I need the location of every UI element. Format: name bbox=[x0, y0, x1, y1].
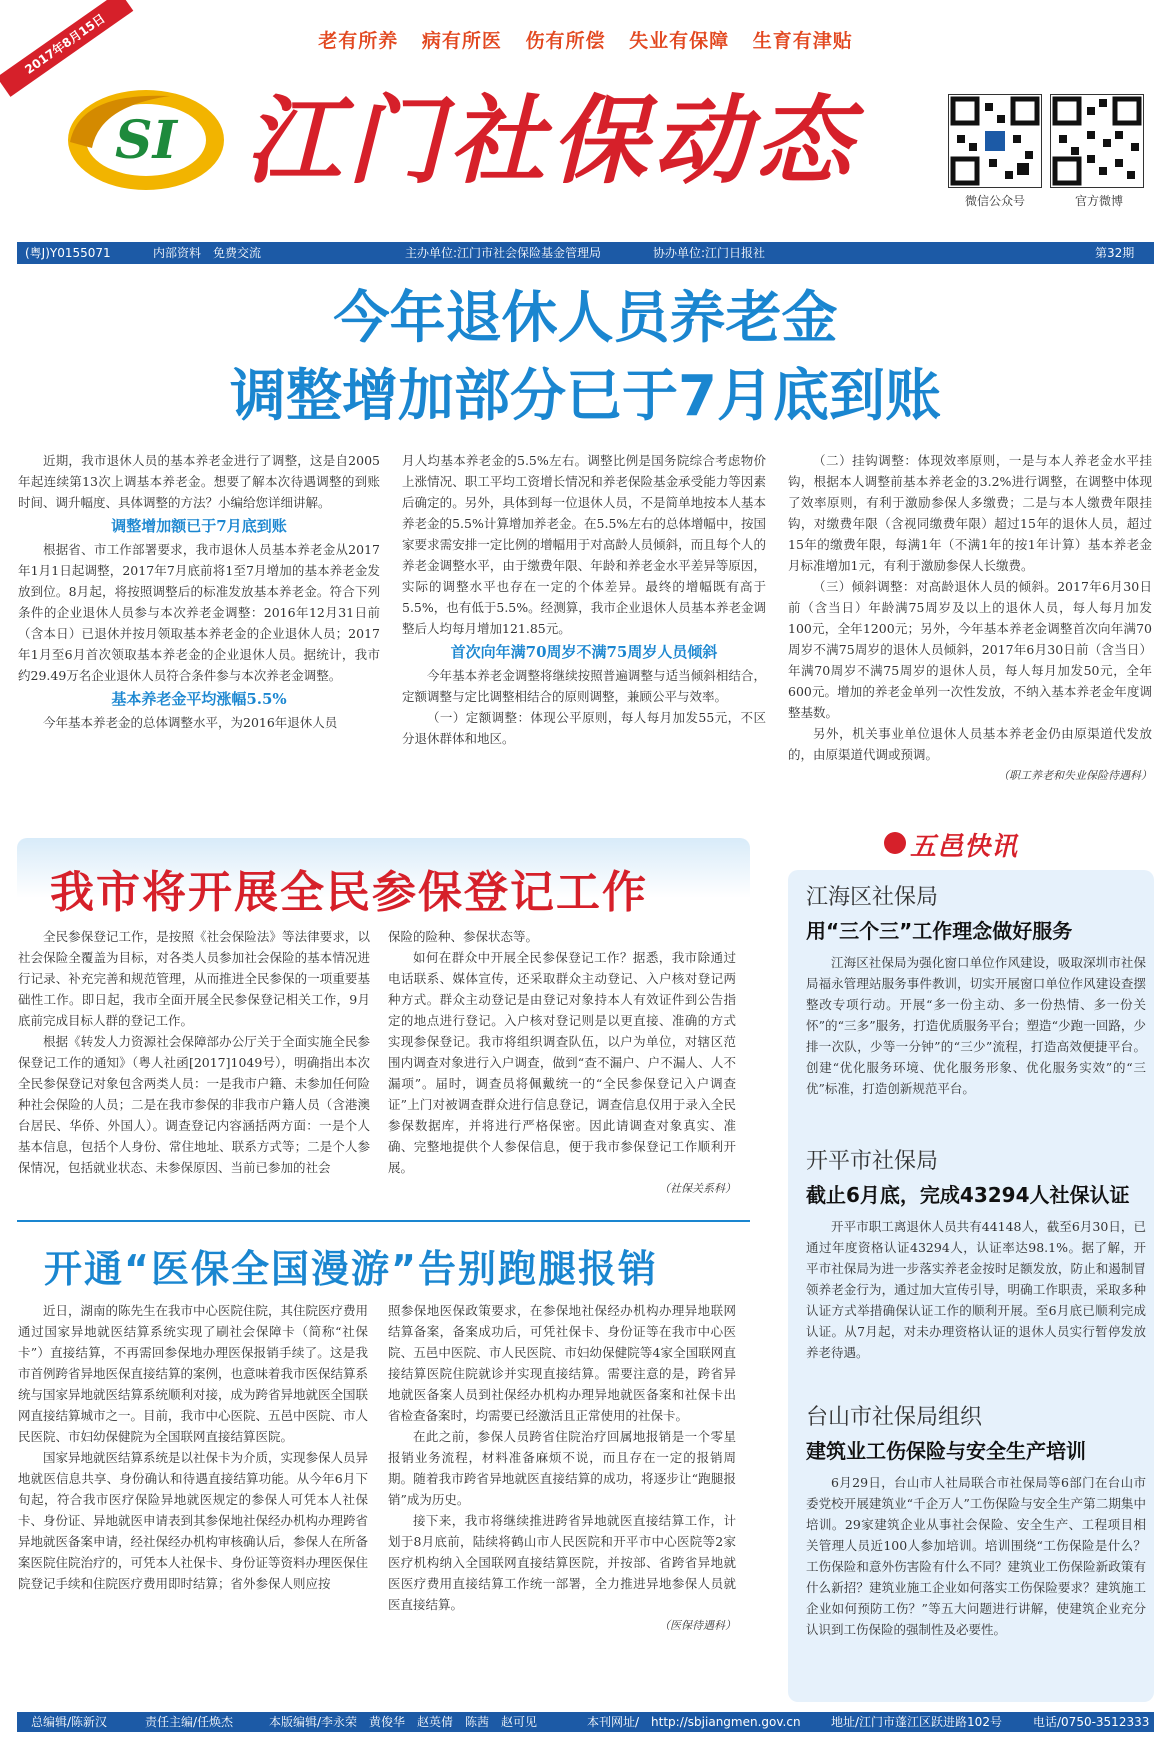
sidebar-item bbox=[806, 1400, 1146, 1640]
paragraph: 今年基本养老金调整将继续按照普遍调整与适当倾斜相结合，定额调整与定比调整相结合的原则调整，兼顾公平与效率。 bbox=[402, 668, 766, 704]
registration-column-2 bbox=[388, 926, 736, 1199]
paragraph: （一）定额调整：体现公平原则，每人每月加发55元，不区分退休群体和地区。 bbox=[402, 710, 766, 746]
sidebar-item-body: 开平市职工离退休人员共有44148人，截至6月30日，已通过年度资格认证43294人，认证率达98.1%。据了解，开平市社保局为进一步落实养老金按时足额发放，防止和遏制冒领养老金行为，通过加大宣传引导，明确工作职责，采取多种认证方式举措确保认证工作的顺利开展。至6月底已顺利完成认证。从7月起，对未办理资格认证的退休人员实行暂停发放养老待遇。 bbox=[806, 1219, 1146, 1360]
paragraph: 月人均基本养老金的5.5%左右。调整比例是国务院综合考虑物价上涨情况、职工平均工资增长情况和养老保险基金承受能力等因素后确定的。另外，具体到每一位退休人员，不是简单地按本人基本养老金的5.5%计算增加养老金。在5.5%左右的总体增幅中，按国家要求需安排一定比例的增幅用于对高龄人员倾斜，而且每个人的养老金调整水平，由于缴费年限、年龄和养老金水平差异等原因，实际的调整水平也存在一定的个体差异。最终的增幅既有高于5.5%，也有低于5.5%。经测算，我市企业退休人员基本养老金调整后人均每月增加121.85元。 bbox=[402, 453, 766, 636]
article-credit: （社保关系科） bbox=[659, 1182, 736, 1195]
masthead-title: 江门社保动态 bbox=[245, 84, 857, 197]
footer-page-editors: 本版编辑/李永荣 黄俊华 赵英倩 陈茜 赵可见 bbox=[269, 1715, 538, 1729]
reg-number: (粤J)Y0155071 bbox=[25, 246, 111, 260]
csi-logo bbox=[60, 82, 230, 196]
qr-label: 官方微博 bbox=[1074, 194, 1123, 208]
qr-wechat bbox=[940, 94, 1050, 209]
host-unit: 主办单位:江门市社会保险基金管理局 bbox=[405, 246, 602, 260]
date-ribbon: 2017年8月15日 bbox=[0, 0, 133, 97]
subheading: 调整增加额已于7月底到账 bbox=[111, 517, 287, 535]
qr-code-icon bbox=[948, 94, 1042, 188]
paragraph: 根据省、市工作部署要求，我市退休人员基本养老金从2017年1月1日起调整，2017年7月底前将1至7月增加的基本养老金发放到位。8月起，将按照调整后的标准发放基本养老金。符合下列条件的企业退休人员参与本次养老金调整：2016年12月31日前（含本日）已退休并按月领取基本养老金的企业退休人员；2017年1月至6月首次领取基本养老金的企业退休人员。据统计，我市约29.49万名企业退休人员符合条件参与本次养老金调整。 bbox=[18, 542, 380, 683]
roaming-column-2 bbox=[388, 1300, 736, 1636]
lead-column-1 bbox=[18, 450, 380, 733]
co-host-unit: 协办单位:江门日报社 bbox=[653, 246, 766, 260]
issue-number: 第32期 bbox=[1095, 246, 1135, 260]
footer-address: 地址/江门市蓬江区跃进路102号 bbox=[831, 1715, 1002, 1729]
footer-chief-editor: 总编辑/陈新汉 bbox=[31, 1715, 108, 1729]
sidebar-item-org: 台山市社保局组织 bbox=[806, 1405, 983, 1430]
subheading: 首次向年满70周岁不满75周岁人员倾斜 bbox=[450, 643, 718, 661]
paragraph: 照参保地医保政策要求，在参保地社保经办机构办理异地联网结算备案，备案成功后，可凭社保卡、身份证等在我市中心医院、五邑中医院、市人民医院、市妇幼保健院等4家全国联网直接结算医院住院就诊并实现直接结算。需要注意的是，跨省异地就医备案人员到社保经办机构办理异地就医备案和社保卡出省检查备案时，均需要已经激活且正常使用的社保卡。 bbox=[388, 1303, 736, 1423]
sidebar-item-headline: 截止6月底，完成43294人社保认证 bbox=[806, 1183, 1130, 1207]
section-divider bbox=[17, 1220, 750, 1222]
lead-column-3 bbox=[788, 450, 1152, 786]
paragraph: 根据《转发人力资源社会保障部办公厅关于全面实施全民参保登记工作的通知》（粤人社函[2017]1049号），明确指出本次全民参保登记对象包含两类人员：一是我市户籍、未参加任何险种社会保险的人员；二是在我市参保的非我市户籍人员（含港澳台居民、华侨、外国人）。调查登记内容涵括两方面：一是个人基本信息，包括个人身份、常住地址、联系方式等；二是个人参保情况，包括就业状态、未参保原因、当前已参加的社会 bbox=[18, 1034, 370, 1175]
registration-title: 我市将开展全民参保登记工作 bbox=[50, 867, 648, 918]
footer-bar bbox=[17, 1712, 1154, 1732]
paragraph: 近日，湖南的陈先生在我市中心医院住院，其住院医疗费用通过国家异地就医结算系统实现了刷社会保障卡（简称“社保卡”）直接结算，不再需回参保地办理医保报销手续了。这是我市首例跨省异地医保直接结算的案例，也意味着我市医保结算系统与国家异地就医结算系统顺利对接，成为跨省异地就医全国联网直接结算城市之一。目前，我市中心医院、五邑中医院、市人民医院、市妇幼保健院为全国联网直接结算医院。 bbox=[18, 1303, 369, 1444]
slogan-bar bbox=[0, 26, 1171, 53]
paragraph: 全民参保登记工作，是按照《社会保险法》等法律要求，以社会保险全覆盖为目标，对各类人员参加社会保险的基本情况进行记录、补充完善和规范管理，从而推进全民参保的一项重要基础性工作。即日起，我市全面开展全民参保登记相关工作，9月底前完成目标人群的登记工作。 bbox=[18, 929, 370, 1028]
paragraph: （三）倾斜调整：对高龄退休人员的倾斜。2017年6月30日前（含当日）年龄满75周岁及以上的退休人员，每人每月加发100元，全年1200元；另外，今年基本养老金调整首次向年满70周岁不满75周岁的退休人员倾斜，2017年6月30日前（含当日）年满70周岁不满75周岁的退休人员，每人每月加发50元，全年600元。增加的养老金单列一次性发放，不纳入基本养老金年度调整基数。 bbox=[788, 579, 1152, 720]
paragraph: 另外，机关事业单位退休人员基本养老金仍由原渠道代发放的，由原渠道代调或预调。 bbox=[788, 726, 1152, 762]
lead-headline-1: 今年退休人员养老金 bbox=[333, 286, 838, 351]
paragraph: 如何在群众中开展全民参保登记工作？据悉，我市除通过电话联系、媒体宣传，还采取群众主动登记、入户核对登记两种方式。群众主动登记是由登记对象持本人有效证件到公告指定的地点进行登记。入户核对登记则是以更直接、准确的方式实现参保登记。我市将组织调查队伍，以户为单位，对辖区范围内调查对象进行入户调查，做到“查不漏户、户不漏人、人不漏项”。届时，调查员将佩戴统一的“全民参保登记入户调查证”上门对被调查群众进行信息登记，调查信息仅用于录入全民参保数据库，并将进行严格保密。因此请调查对象真实、准确、完整地提供个人参保信息，便于我市参保登记工作顺利开展。 bbox=[388, 950, 736, 1175]
distribution-note: 内部资料 免费交流 bbox=[153, 246, 262, 260]
sidebar-item-body: 6月29日，台山市人社局联合市社保局等6部门在台山市委党校开展建筑业“千企万人”工伤保险与安全生产第二期集中培训。29家建筑企业从事社会保险、安全生产、工程项目相关管理人员近100人参加培训。培训围绕“工伤保险是什么？工伤保险和意外伤害险有什么不同？建筑业工伤保险新政策有什么新招？建筑业施工企业如何落实工伤保险要求？建筑施工企业如何预防工伤？”等五大问题进行讲解，使建筑企业充分认识到工伤保险的强制性及必要性。 bbox=[806, 1475, 1146, 1637]
slogan: 失业有保障 bbox=[629, 30, 730, 52]
lead-column-2 bbox=[402, 450, 766, 749]
paragraph: 国家异地就医结算系统是以社保卡为介质，实现参保人员异地就医信息共享、身份确认和待遇直接结算功能。从今年6月下旬起，符合我市医疗保险异地就医规定的参保人可凭本人社保卡、身份证、异地就医申请表到其参保地社保经办机构办理跨省异地就医备案申请，经社保经办机构审核确认后，参保人在所备案医院住院治疗的，可凭本人社保卡、身份证等资料办理医保住院登记手续和住院医疗费用即时结算；省外参保人则应按 bbox=[18, 1450, 369, 1591]
logo-text: SI bbox=[115, 110, 177, 171]
slogan: 老有所养 bbox=[318, 30, 399, 52]
qr-label: 微信公众号 bbox=[964, 194, 1025, 208]
sidebar-banner-text: 五邑快讯 bbox=[910, 832, 1019, 862]
sidebar-item-org: 江海区社保局 bbox=[806, 885, 939, 910]
sidebar-banner bbox=[884, 826, 1054, 866]
article-credit: （职工养老和失业保险待遇科） bbox=[998, 769, 1152, 782]
qr-code-icon bbox=[1050, 94, 1144, 188]
paragraph: （二）挂钩调整：体现效率原则，一是与本人养老金水平挂钩，根据本人调整前基本养老金的3.2%进行调整，在调整中体现了效率原则，有利于激励参保人多缴费；二是与本人缴费年限挂钩，对缴费年限（含视同缴费年限）超过15年的退休人员，超过15年的缴费年限，每满1年（不满1年的按1年计算）基本养老金月标准增加1元，有利于激励参保人长缴费。 bbox=[788, 453, 1152, 573]
footer-website: 本刊网址/ http://sbjiangmen.gov.cn bbox=[587, 1715, 801, 1729]
lead-headline-2: 调整增加部分已于7月底到账 bbox=[230, 364, 941, 429]
sidebar-item-headline: 用“三个三”工作理念做好服务 bbox=[806, 919, 1073, 943]
info-bar bbox=[17, 242, 1154, 264]
paragraph: 接下来，我市将继续推进跨省异地就医直接结算工作，计划于8月底前，陆续将鹤山市人民医院和开平市中心医院等2家医疗机构纳入全国联网直接结算医院，并按部、省跨省异地就医医疗费用直接结算工作统一部署，全力推进异地参保人员就医直接结算。 bbox=[388, 1513, 736, 1612]
qr-weibo bbox=[1044, 94, 1154, 209]
slogan: 生育有津贴 bbox=[752, 30, 853, 52]
paragraph: 在此之前，参保人员跨省住院治疗回属地报销是一个零星报销业务流程，材料准备麻烦不说，而且存在一定的报销周期。随着我市跨省异地就医直接结算的成功，将逐步让“跑腿报销”成为历史。 bbox=[388, 1429, 736, 1507]
slogan: 病有所医 bbox=[421, 30, 502, 52]
registration-column-1 bbox=[18, 926, 370, 1178]
sidebar-item bbox=[806, 880, 1146, 1099]
paragraph: 近期，我市退休人员的基本养老金进行了调整，这是自2005年起连续第13次上调基本养老金。想要了解本次待遇调整的到账时间、调升幅度、具体调整的方法？小编给您详细讲解。 bbox=[18, 453, 380, 510]
roaming-column-1 bbox=[18, 1300, 368, 1594]
sidebar-item-headline: 建筑业工伤保险与安全生产培训 bbox=[806, 1439, 1086, 1463]
article-credit: （医保待遇科） bbox=[659, 1619, 736, 1632]
footer-duty-editor: 责任主编/任焕杰 bbox=[145, 1715, 234, 1729]
sidebar-item bbox=[806, 1144, 1146, 1363]
roaming-title: 开通“医保全国漫游”告别跑腿报销 bbox=[44, 1247, 658, 1291]
paragraph: 保险的险种、参保状态等。 bbox=[388, 929, 539, 944]
sidebar-item-org: 开平市社保局 bbox=[806, 1149, 939, 1174]
paragraph: 今年基本养老金的总体调整水平，为2016年退休人员 bbox=[43, 715, 338, 730]
sidebar-item-body: 江海区社保局为强化窗口单位作风建设，吸取深圳市社保局福永管理站服务事件教训，切实开展窗口单位作风建设查摆整改专项行动。开展“多一份主动、多一份热情、多一份关怀”的“三多”服务，打造优质服务平台；塑造“少跑一回路，少排一次队，少等一分钟”的“三少”流程，打造高效便捷平台。创建“优化服务环境、优化服务形象、优化服务实效”的“三优”标准，打造创新规范平台。 bbox=[806, 955, 1146, 1096]
footer-phone: 电话/0750-3512333 bbox=[1033, 1715, 1150, 1729]
news-badge-icon bbox=[884, 832, 906, 854]
subheading: 基本养老金平均涨幅5.5% bbox=[111, 690, 287, 708]
csi-logo-icon bbox=[60, 82, 230, 196]
slogan: 伤有所偿 bbox=[525, 30, 606, 52]
